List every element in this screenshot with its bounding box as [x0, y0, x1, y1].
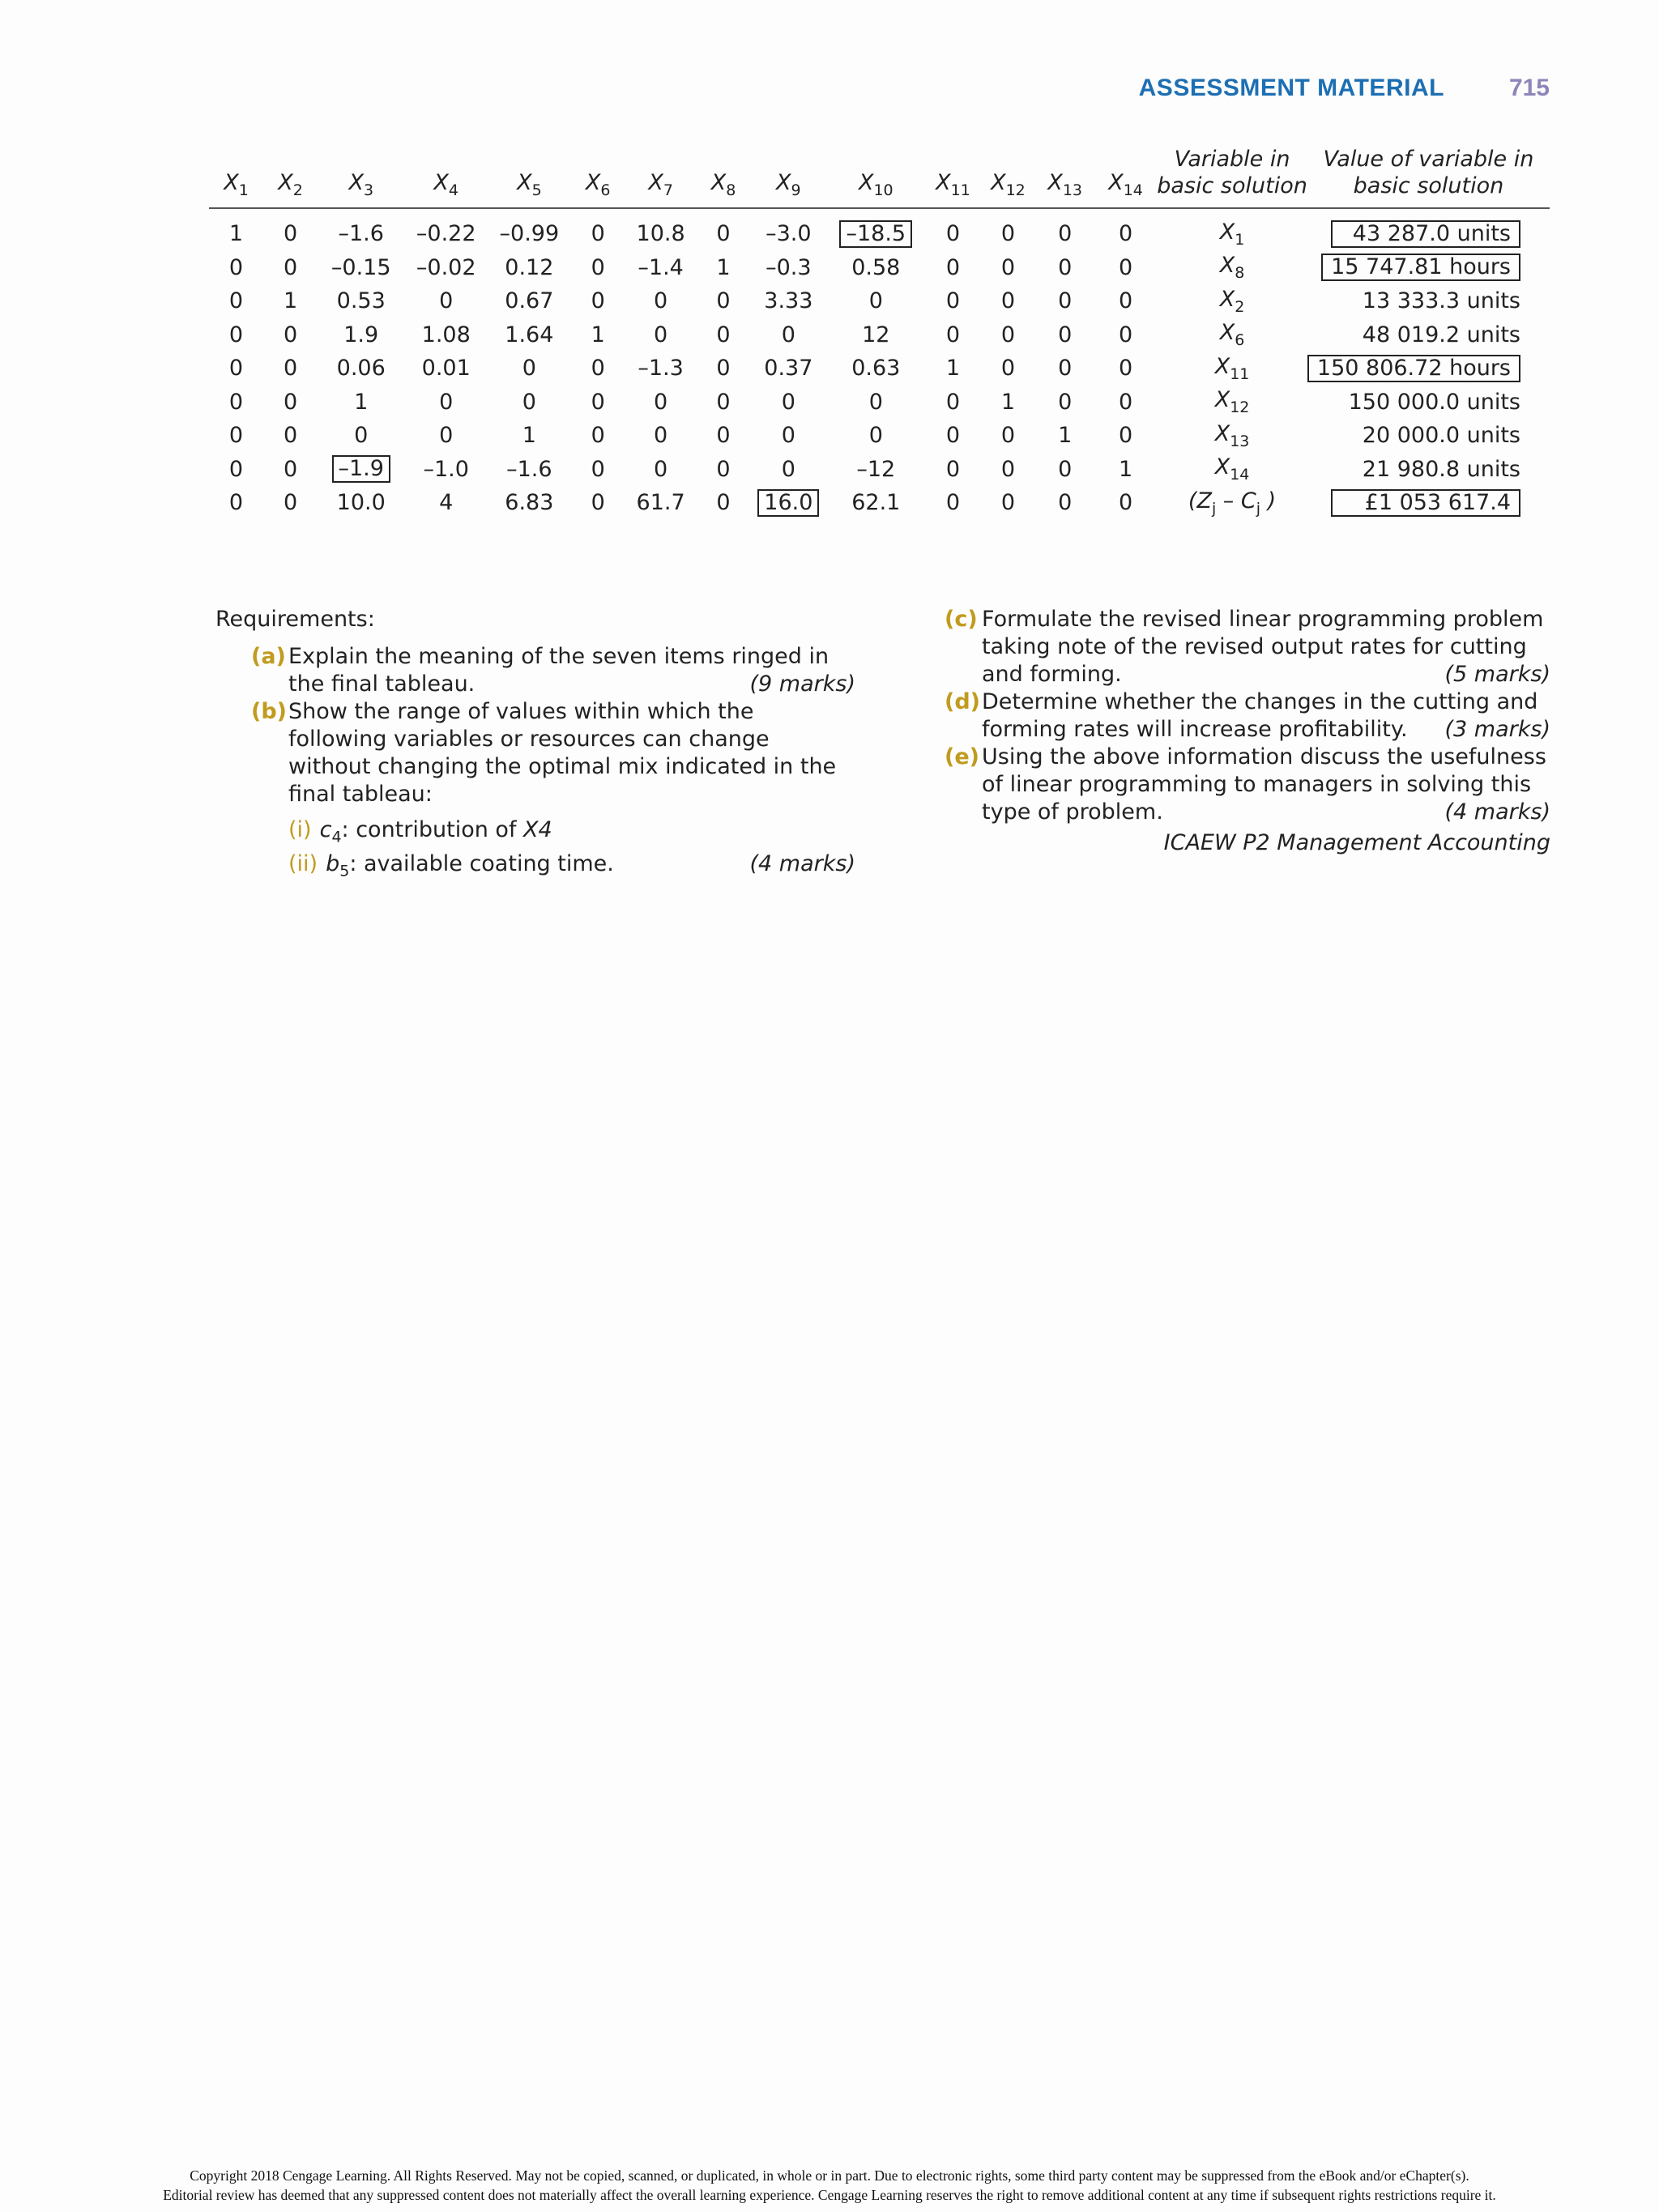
tableau-row: [209, 251, 1550, 285]
requirement-b-ii-label: (ii): [288, 851, 318, 877]
requirement-b-ii: (ii) $b_5$: available coating time. (4 marks): [288, 851, 855, 880]
requirement-a: [215, 643, 855, 698]
tableau-cell: 0: [439, 288, 454, 314]
tableau-cell: –12: [856, 456, 896, 482]
tableau-cell: 0: [1118, 356, 1133, 381]
tableau-cell: 0: [1058, 456, 1073, 482]
requirement-a-marks: (9 marks): [749, 671, 855, 697]
tableau-cell: 0: [716, 356, 731, 381]
column-header-x1: $X_1$: [224, 170, 249, 199]
tableau-cell: 0: [591, 288, 605, 314]
tableau-cell: 0: [522, 389, 536, 415]
tableau-cell: 0: [781, 389, 795, 415]
column-header-x4: $X_4$: [433, 170, 458, 199]
tableau-cell: 0: [228, 288, 244, 314]
tableau-cell: 0: [654, 456, 668, 482]
tableau-cell: –1.3: [638, 356, 684, 381]
tableau-row: [209, 284, 1550, 318]
requirement-e: [945, 744, 1550, 826]
tableau-cell: 0: [716, 456, 731, 482]
column-header-x5: $X_5$: [517, 170, 542, 199]
tableau-cell: 0: [591, 221, 605, 247]
copyright-line-1: Copyright 2018 Cengage Learning. All Rights Reserved. May not be copied, scanned, or duplicated, in whole or in part. Due to electronic rights, some third party content may be suppressed from the eBook and/or eChapter(s).: [190, 2167, 1469, 2184]
requirement-d-label: (d): [945, 689, 981, 714]
tableau-cell: 0: [1118, 490, 1133, 516]
tableau-cell: 0: [945, 221, 961, 247]
tableau-cell: 0: [228, 456, 244, 482]
requirement-e-marks: (4 marks): [1444, 799, 1550, 825]
tableau-cell: 0.58: [851, 254, 901, 280]
basic-solution-value: 150 000.0 units: [1348, 389, 1520, 415]
page-number: 715: [1508, 75, 1550, 101]
tableau-row: [209, 486, 1550, 520]
tableau-cell: 0.37: [764, 356, 813, 381]
tableau-row: [209, 419, 1550, 453]
tableau-cell: 0: [945, 254, 961, 280]
tableau-cell: 1.64: [505, 322, 554, 347]
ringed-cell: 16.0: [757, 489, 819, 517]
tableau-cell: 0: [781, 423, 795, 449]
tableau-cell: 0: [1000, 288, 1015, 314]
tableau-cell: 0: [654, 288, 668, 314]
tableau-cell: 0: [868, 423, 883, 449]
column-header-x9: $X_9$: [776, 170, 801, 199]
tableau-cell: 0: [781, 456, 795, 482]
question-source: ICAEW P2 Management Accounting: [1163, 830, 1550, 855]
tableau-cell: 0: [1058, 389, 1073, 415]
tableau-row: [209, 208, 1550, 251]
column-header-x10: $X_{10}$: [858, 170, 893, 199]
basic-variable: $X_{12}$: [1214, 387, 1250, 417]
tableau-cell: 1: [1058, 423, 1073, 449]
tableau-cell: 0: [591, 389, 605, 415]
tableau-cell: 1: [354, 389, 369, 415]
tableau-cell: 1: [1118, 456, 1133, 482]
requirement-d-marks: (3 marks): [1444, 717, 1550, 742]
basic-solution-value: [1307, 352, 1550, 386]
tableau-cell: 0: [228, 389, 244, 415]
tableau-cell: 1.08: [421, 322, 471, 347]
tableau-cell: 0: [228, 490, 244, 516]
ringed-value: £1 053 617.4: [1331, 489, 1520, 517]
tableau-cell: 0: [591, 254, 605, 280]
tableau-row: [209, 318, 1550, 352]
requirement-a-text: Explain the meaning of the seven items ringed in the final tableau.: [288, 644, 830, 697]
tableau-cell: 0: [439, 423, 454, 449]
tableau-cell: 0: [868, 389, 883, 415]
tableau-cell: 4: [439, 490, 454, 516]
basic-solution-value: 21 980.8 units: [1362, 456, 1520, 482]
tableau-cell: 0: [283, 423, 298, 449]
basic-solution-value: [1307, 251, 1550, 285]
ringed-value: 43 287.0 units: [1331, 220, 1520, 248]
requirement-b: [215, 698, 855, 808]
requirement-b-i: (i) $c_4$: contribution of X4: [288, 817, 552, 846]
tableau-header-row: [209, 146, 1550, 208]
basic-solution-value: [1307, 208, 1550, 251]
ringed-value: 150 806.72 hours: [1307, 355, 1520, 382]
tableau-cell: 0: [283, 456, 298, 482]
basic-solution-value: 20 000.0 units: [1362, 423, 1520, 449]
ringed-cell: –18.5: [839, 220, 912, 248]
column-header-x11: $X_{11}$: [936, 170, 970, 199]
tableau-cell: 0: [716, 288, 731, 314]
requirement-b-text: Show the range of values within which the following variables or resources can change without changing the optimal mix indicated in the final tableau:: [288, 699, 837, 807]
tableau-cell: 0.63: [851, 356, 901, 381]
requirement-e-text: Using the above information discuss the usefulness of linear programming to managers in solving this type of problem.: [982, 744, 1546, 825]
tableau-cell: 1.9: [343, 322, 379, 347]
tableau-cell: 0: [283, 221, 298, 247]
requirement-c-marks: (5 marks): [1444, 662, 1550, 687]
tableau-cell: 0: [283, 254, 298, 280]
tableau-cell: 0: [945, 490, 961, 516]
tableau-cell: 0: [283, 356, 298, 381]
basic-variable: $X_{14}$: [1214, 454, 1250, 484]
basic-solution-value: 13 333.3 units: [1362, 288, 1520, 314]
tableau-row: [209, 386, 1550, 420]
tableau-cell: 0: [283, 490, 298, 516]
column-header-x7: $X_7$: [648, 170, 673, 199]
column-header-x12: $X_{12}$: [991, 170, 1026, 199]
tableau-cell: 0.01: [421, 356, 471, 381]
tableau-cell: 1: [283, 288, 298, 314]
tableau-cell: –1.0: [423, 456, 469, 482]
tableau-cell: 0: [591, 456, 605, 482]
tableau-cell: 0: [1118, 221, 1133, 247]
basic-variable: ($Z_j - C_j$ ): [1188, 488, 1277, 518]
tableau-cell: 0: [1000, 423, 1015, 449]
basic-solution-value: [1307, 486, 1550, 520]
tableau-cell: 0: [1058, 288, 1073, 314]
tableau-cell: –0.22: [416, 221, 476, 247]
tableau-cell: 0: [1000, 456, 1015, 482]
section-title: ASSESSMENT MATERIAL: [1138, 75, 1444, 101]
tableau-cell: 1: [228, 221, 244, 247]
tableau-cell: 0: [1118, 423, 1133, 449]
basic-variable: $X_6$: [1219, 320, 1245, 350]
requirements-heading: Requirements:: [215, 607, 375, 632]
column-header-x8: $X_8$: [710, 170, 736, 199]
tableau-cell: 10.8: [636, 221, 685, 247]
tableau-cell: –0.99: [499, 221, 560, 247]
ringed-cell: –1.9: [332, 455, 390, 483]
tableau-cell: 0: [1000, 221, 1015, 247]
ringed-value: 15 747.81 hours: [1321, 254, 1520, 281]
tableau-cell: 0: [1058, 490, 1073, 516]
basic-variable: $X_{11}$: [1214, 353, 1250, 383]
basic-variable: $X_{13}$: [1214, 420, 1250, 450]
tableau-cell: 1: [945, 356, 961, 381]
tableau-cell: 0: [591, 423, 605, 449]
tableau-cell: 0: [945, 322, 961, 347]
requirement-e-label: (e): [945, 744, 979, 769]
simplex-tableau: [209, 146, 1550, 520]
column-header-x14: $X_{14}$: [1108, 170, 1143, 199]
tableau-cell: 0: [945, 288, 961, 314]
tableau-cell: 0: [945, 456, 961, 482]
tableau-cell: 0: [522, 356, 536, 381]
tableau-cell: 0: [439, 389, 454, 415]
tableau-cell: 0: [868, 288, 883, 314]
value-column-header: Value of variable in basic solution: [1323, 147, 1534, 198]
tableau-cell: 0: [716, 221, 731, 247]
copyright-line-2: Editorial review has deemed that any suppressed content does not materially affect the overall learning experience. Cengage Learning reserves the right to remove additional content at any time if subsequent rights restrictions require it.: [163, 2187, 1496, 2203]
tableau-cell: 0: [1118, 322, 1133, 347]
tableau-cell: 0: [654, 322, 668, 347]
tableau-cell: 0: [228, 322, 244, 347]
tableau-cell: 0: [781, 322, 795, 347]
tableau-cell: 1: [716, 254, 731, 280]
tableau-cell: –1.6: [338, 221, 384, 247]
basic-variable: $X_1$: [1219, 219, 1245, 249]
tableau-cell: 1: [591, 322, 605, 347]
tableau-cell: –1.6: [506, 456, 552, 482]
tableau-cell: 3.33: [764, 288, 813, 314]
requirements-right: [945, 606, 1550, 857]
tableau-cell: [318, 453, 404, 487]
column-header-x6: $X_6$: [585, 170, 611, 199]
tableau-cell: 0: [716, 423, 731, 449]
tableau-cell: 0: [1000, 254, 1015, 280]
tableau-cell: –0.3: [766, 254, 812, 280]
tableau-cell: 0: [1058, 356, 1073, 381]
tableau-cell: 0: [945, 389, 961, 415]
tableau-cell: 0: [1058, 322, 1073, 347]
tableau-cell: [826, 208, 925, 251]
running-header: [1139, 75, 1550, 102]
tableau-cell: 0: [1000, 356, 1015, 381]
tableau-cell: [751, 486, 827, 520]
tableau-cell: 0: [945, 423, 961, 449]
tableau-cell: 0: [716, 389, 731, 415]
tableau-cell: 62.1: [851, 490, 901, 516]
requirement-d-text: Determine whether the changes in the cutting and forming rates will increase profitability.: [982, 689, 1538, 742]
copyright-footer: [0, 2166, 1659, 2205]
tableau-cell: 0: [354, 423, 369, 449]
tableau-cell: 0: [716, 490, 731, 516]
requirement-b-marks: (4 marks): [749, 851, 855, 877]
tableau-cell: 0: [283, 322, 298, 347]
tableau-cell: 0: [1000, 490, 1015, 516]
tableau-cell: 1: [1000, 389, 1015, 415]
requirement-c-text: Formulate the revised linear programming problem taking note of the revised output rates for cutting and forming.: [982, 607, 1544, 687]
tableau-cell: 0: [654, 389, 668, 415]
basic-variable: $X_2$: [1219, 286, 1245, 316]
tableau-cell: 61.7: [636, 490, 685, 516]
tableau-cell: 0: [228, 423, 244, 449]
requirement-b-i-label: (i): [288, 817, 312, 842]
tableau-cell: 0: [1118, 254, 1133, 280]
column-header-x2: $X_2$: [278, 170, 303, 199]
tableau-cell: 0: [228, 254, 244, 280]
tableau-row: [209, 453, 1550, 487]
tableau-cell: 6.83: [505, 490, 554, 516]
tableau-cell: 0: [1058, 221, 1073, 247]
basic-variable: $X_8$: [1219, 253, 1245, 283]
tableau-cell: 0: [654, 423, 668, 449]
tableau-cell: –1.4: [638, 254, 684, 280]
tableau-cell: 12: [862, 322, 890, 347]
tableau-cell: 0.67: [505, 288, 554, 314]
requirement-c: [945, 606, 1550, 688]
basic-solution-value: 48 019.2 units: [1362, 322, 1520, 347]
tableau-row: [209, 352, 1550, 386]
tableau-cell: 0: [283, 389, 298, 415]
tableau-cell: 0.12: [505, 254, 554, 280]
tableau-body: [209, 208, 1550, 520]
requirement-d: [945, 688, 1550, 744]
tableau-cell: 0: [591, 490, 605, 516]
requirement-b-label: (b): [251, 699, 288, 724]
requirements-left: [215, 606, 855, 885]
tableau-cell: 1: [522, 423, 536, 449]
requirement-a-label: (a): [251, 644, 286, 669]
tableau-cell: –3.0: [766, 221, 812, 247]
tableau-cell: –0.15: [331, 254, 391, 280]
tableau-cell: 10.0: [336, 490, 386, 516]
column-header-x13: $X_{13}$: [1047, 170, 1083, 199]
tableau-cell: 0: [591, 356, 605, 381]
requirement-c-label: (c): [945, 607, 978, 632]
tableau-cell: 0: [1058, 254, 1073, 280]
tableau-cell: 0: [228, 356, 244, 381]
column-header-x3: $X_3$: [348, 170, 374, 199]
tableau-cell: 0: [716, 322, 731, 347]
tableau-cell: 0: [1118, 288, 1133, 314]
tableau-cell: 0: [1000, 322, 1015, 347]
variable-column-header: Variable in basic solution: [1157, 147, 1307, 198]
tableau-cell: 0: [1118, 389, 1133, 415]
tableau-cell: 0.53: [336, 288, 386, 314]
tableau-cell: 0.06: [336, 356, 386, 381]
tableau-cell: –0.02: [416, 254, 476, 280]
